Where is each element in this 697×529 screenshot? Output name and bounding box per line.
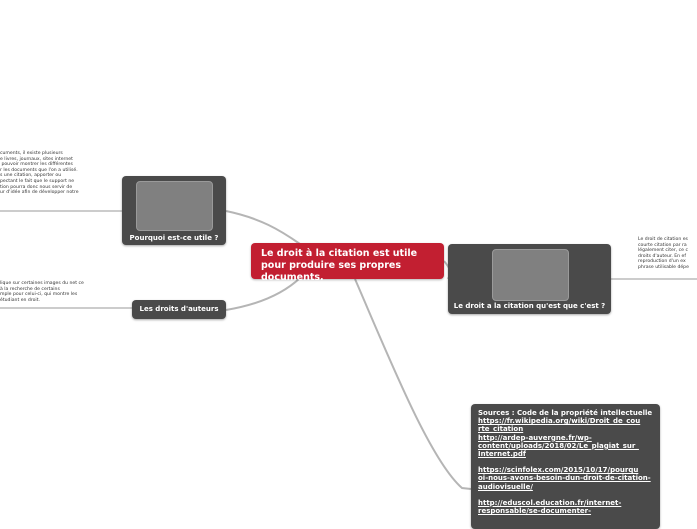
source-link-wikipedia[interactable]: https://fr.wikipedia.org/wiki/Droit_de_cou rte_citation — [478, 417, 641, 434]
source-link-ardep[interactable]: http://ardep-auvergne.fr/wp- content/uploads/2018/02/Le_plagiat_sur_ Internet.pdf — [478, 433, 639, 459]
image-placeholder — [492, 249, 569, 301]
topic-droits-auteurs[interactable] — [132, 300, 226, 319]
sources-topic[interactable] — [471, 404, 660, 529]
note-droits: lique sur certaines images du net ce à la recherche de certains mple pour celui-ci, qui montre les étudiant en droit. — [0, 281, 84, 303]
note-cestquoi: Le droit de citation es courte citation par ra légalement citer, ce c droits d'auteur. En ef reproduction d'un ex phrase utilisable dépe — [638, 237, 689, 270]
topic-cestquoi-label: Le droit a la citation qu'est que c'est ? — [453, 302, 606, 310]
source-link-scinfolex[interactable]: https://scinfolex.com/2015/10/17/pourqu oi-nous-avons-besoin-dun-droit-de-citation- audiovisuelle/ — [478, 466, 651, 491]
topic-droits-label: Les droits d'auteurs — [139, 305, 219, 313]
topic-pourquoi-label: Pourquoi est-ce utile ? — [129, 234, 219, 242]
source-link-eduscol[interactable]: http://eduscol.education.fr/internet- responsable/se-documenter- — [478, 498, 622, 516]
central-topic[interactable] — [251, 243, 444, 283]
topic-pourquoi[interactable] — [122, 176, 226, 245]
image-placeholder — [136, 181, 213, 231]
sources-heading: Sources : Code de la propriété intellectuelle — [478, 409, 653, 417]
note-pourquoi: cuments, il existe plusieurs e livres, journaux, sites internet pouvoir montrer les différentes r les documents que l'on a utilisé. s une citation, apporter ou pectant le fait que le support ne tion pourra donc nous servir de ur d'idée afin de développer notre — [0, 151, 79, 196]
link-central-pourquoi — [226, 211, 300, 244]
topic-cestquoi[interactable] — [448, 244, 611, 314]
central-topic-title: Le droit à la citation est utile pour produire ses propres documents. — [261, 248, 418, 283]
